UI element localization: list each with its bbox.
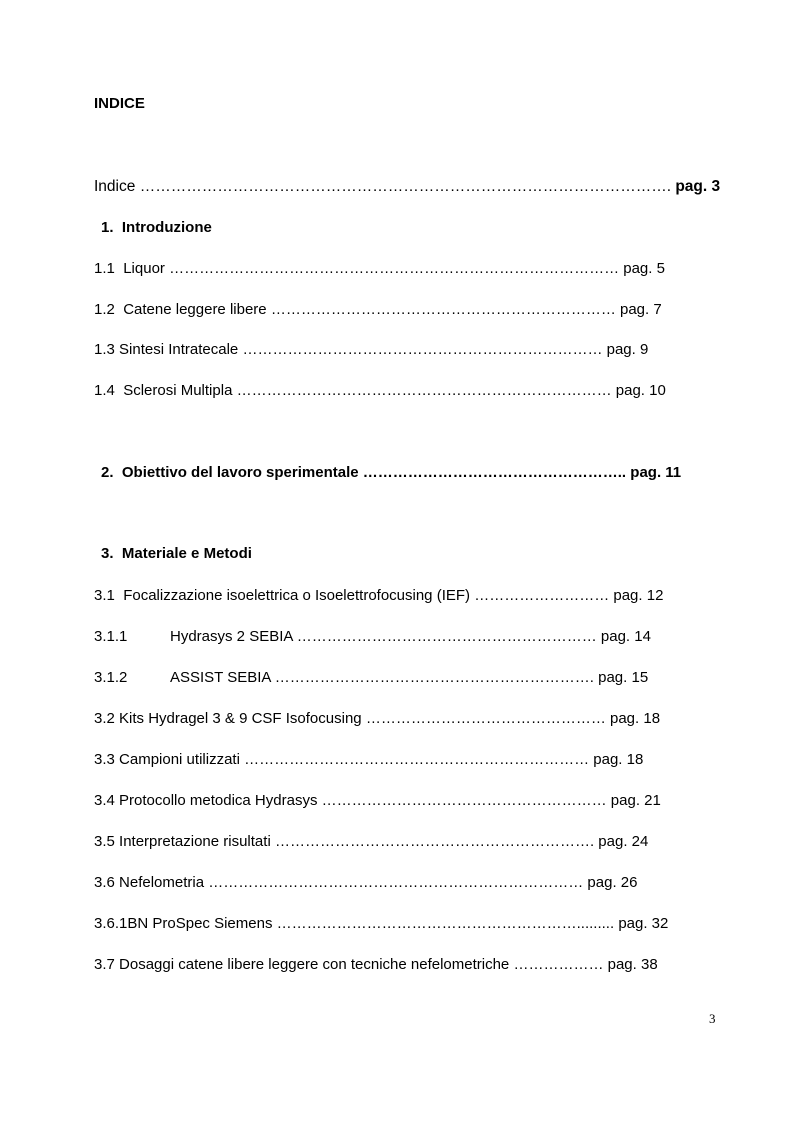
toc-entry-page: pag. 14: [600, 628, 651, 645]
toc-entry-title: Protocollo metodica Hydrasys: [119, 792, 318, 809]
toc-entry-title: BN ProSpec Siemens: [127, 915, 273, 932]
toc-entry-number: 3.4: [94, 792, 115, 809]
toc-entry-catene-leggere[interactable]: [94, 301, 662, 319]
toc-entry-page: pag. 38: [607, 956, 658, 973]
toc-entry-dots: ………………………………………………………………………………: [169, 260, 620, 277]
page-number: 3: [709, 1011, 716, 1026]
toc-entry-title: Campioni utilizzati: [119, 751, 240, 768]
toc-entry-page: pag. 24: [598, 833, 649, 850]
toc-entry-number: 3.1: [94, 587, 115, 604]
toc-entry-bn-prospec[interactable]: [94, 915, 668, 933]
toc-entry-page: pag. 18: [609, 710, 661, 727]
toc-entry-dots: …………………………………………: [365, 710, 606, 727]
toc-section-obiettivo[interactable]: [101, 464, 681, 482]
toc-entry-dots: ………………: [513, 956, 604, 973]
toc-entry-dots: ………………………………………………………………………………………….: [139, 178, 671, 195]
toc-entry-title: Catene leggere libere: [123, 301, 267, 318]
toc-entry-indice[interactable]: [94, 178, 720, 196]
toc-entry-page: pag. 10: [615, 382, 666, 399]
toc-entry-page: pag. 21: [610, 792, 661, 809]
toc-entry-dots: ……………………………………………………………: [244, 751, 590, 768]
toc-entry-page: pag. 15: [598, 669, 649, 686]
toc-entry-page: pag. 32: [618, 915, 669, 932]
toc-entry-number: 3.7: [94, 956, 115, 973]
toc-entry-dots: ……………………………………………..: [362, 464, 627, 481]
toc-entry-title: Kits Hydragel 3 & 9 CSF Isofocusing: [119, 710, 362, 727]
toc-entry-dots: …………………………………………………………………: [236, 382, 612, 399]
toc-entry-dosaggi[interactable]: [94, 956, 658, 974]
toc-entry-number: 3.2: [94, 710, 115, 727]
toc-section-title: Introduzione: [121, 219, 212, 236]
toc-entry-title: Hydrasys 2 SEBIA: [170, 628, 293, 645]
toc-entry-page: pag. 12: [613, 587, 664, 604]
toc-entry-dots: ……………………………………………………: [296, 628, 597, 645]
toc-entry-number: 1.2: [94, 301, 115, 318]
toc-entry-title: Dosaggi catene libere leggere con tecniche nefelometriche: [119, 956, 510, 973]
toc-entry-number: 3.1.2: [94, 669, 128, 686]
toc-entry-sclerosi[interactable]: [94, 382, 666, 400]
toc-section-introduzione[interactable]: [101, 219, 212, 237]
toc-entry-number: 3.3: [94, 751, 115, 768]
toc-entry-page: pag. 26: [587, 874, 638, 891]
toc-entry-number: 1.3: [94, 341, 115, 358]
toc-entry-number: 3.5: [94, 833, 115, 850]
toc-entry-assist[interactable]: [94, 669, 648, 687]
toc-section-title: Obiettivo del lavoro sperimentale: [121, 464, 359, 481]
toc-entry-dots: …………………………………………………………………: [208, 874, 584, 891]
toc-entry-page: pag. 5: [623, 260, 665, 277]
toc-entry-title: Liquor: [123, 260, 165, 277]
toc-entry-page: pag. 9: [606, 341, 649, 358]
toc-entry-dots: ………………………: [474, 587, 610, 604]
toc-entry-sintesi[interactable]: [94, 341, 648, 359]
toc-entry-protocollo[interactable]: [94, 792, 661, 810]
toc-entry-campioni[interactable]: [94, 751, 643, 769]
toc-entry-title: Nefelometria: [119, 874, 205, 891]
toc-entry-title: Sintesi Intratecale: [119, 341, 239, 358]
toc-section-materiale[interactable]: [101, 545, 252, 563]
toc-entry-hydrasys2[interactable]: [94, 628, 651, 646]
toc-entry-nefelometria[interactable]: [94, 874, 637, 892]
toc-entry-dots: ……………………………………………………….: [274, 669, 594, 686]
toc-section-number: 3.: [101, 545, 114, 562]
toc-entry-kits[interactable]: [94, 710, 660, 728]
toc-entry-page: pag. 3: [675, 178, 721, 195]
toc-entry-dots: ………………………………………………………………: [242, 341, 603, 358]
toc-section-number: 2.: [101, 464, 114, 481]
toc-entry-page: pag. 7: [619, 301, 662, 318]
toc-entry-liquor[interactable]: [94, 260, 665, 278]
toc-entry-number: 3.6.1: [94, 915, 128, 932]
toc-entry-number: 3.6: [94, 874, 115, 891]
toc-entry-title: Sclerosi Multipla: [123, 382, 233, 399]
page-title: INDICE: [94, 95, 145, 112]
toc-entry-title: ASSIST SEBIA: [170, 669, 271, 686]
toc-entry-number: 3.1.1: [94, 628, 128, 645]
toc-entry-page: pag. 11: [630, 464, 682, 481]
toc-entry-dots: …………………………………………………….........: [276, 915, 615, 932]
toc-entry-number: 1.1: [94, 260, 115, 277]
toc-entry-title: Focalizzazione isoelettrica o Isoelettrofocusing (IEF): [123, 587, 471, 604]
toc-entry-dots: ……………………………………………………….: [274, 833, 595, 850]
toc-section-title: Materiale e Metodi: [121, 545, 252, 562]
toc-entry-page: pag. 18: [593, 751, 644, 768]
toc-entry-title: Indice: [94, 178, 136, 195]
toc-entry-ief[interactable]: [94, 587, 663, 605]
toc-entry-dots: …………………………………………………: [321, 792, 607, 809]
toc-entry-title: Interpretazione risultati: [119, 833, 271, 850]
toc-section-number: 1.: [101, 219, 114, 236]
toc-entry-interpretazione[interactable]: [94, 833, 648, 851]
toc-entry-number: 1.4: [94, 382, 115, 399]
toc-entry-dots: ……………………………………………………………: [270, 301, 620, 318]
